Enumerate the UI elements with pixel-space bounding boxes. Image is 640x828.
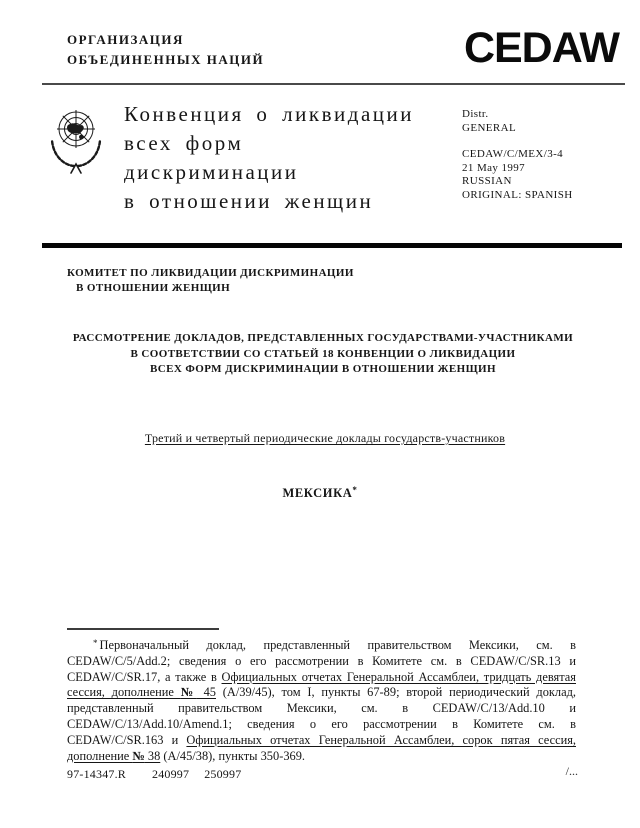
distr-label: Distr. bbox=[462, 108, 489, 120]
footer-document-number: 97-14347.R bbox=[67, 767, 126, 781]
footnote-body: Первоначальный доклад, представленный правительством Мексики, см. в CEDAW/C/5/Add.2; сведения о его рассмотрении в Комитете см. в CEDAW/C/SR.13 и CEDAW/C/SR.17, а также в Официальных отчетах Генеральной Ассамблеи, тридцать девятая сессия, дополнение № 45 (A/39/45), том I, пункты 67-89; второй периодический доклад, представленный правительством Мексики, см. в CEDAW/C/13/Add.10 и CEDAW/C/13/Add.10/Amend.1; сведения о его рассмотрении в Комитете см. в CEDAW/C/SR.163 и Официальных отчетах Генеральной Ассамблеи, сорок пятая сессия, дополнение № 38 (A/45/38), пункты 350-369. bbox=[67, 638, 577, 763]
footnote-separator bbox=[67, 628, 219, 630]
cedaw-logo: CEDAW bbox=[463, 24, 619, 72]
title-line: всех форм bbox=[124, 131, 244, 155]
un-emblem-icon bbox=[44, 102, 108, 176]
document-symbol: CEDAW/C/MEX/3-4 bbox=[462, 148, 564, 160]
report-type-subtitle bbox=[0, 431, 640, 446]
header-divider bbox=[42, 83, 625, 85]
document-title bbox=[124, 100, 454, 216]
consideration-line: РАССМОТРЕНИЕ ДОКЛАДОВ, ПРЕДСТАВЛЕННЫХ ГОСУДАРСТВАМИ-УЧАСТНИКАМИ bbox=[72, 332, 574, 344]
document-date: 21 May 1997 bbox=[462, 161, 526, 174]
org-name-line1: ОРГАНИЗАЦИЯ bbox=[67, 32, 184, 47]
footnote-text bbox=[67, 636, 576, 764]
distr-type: GENERAL bbox=[462, 121, 517, 134]
distr-gap bbox=[462, 135, 632, 148]
committee-heading bbox=[67, 266, 354, 296]
document-language: RUSSIAN bbox=[462, 175, 512, 187]
footer-continuation-mark: /... bbox=[565, 764, 578, 778]
committee-line1: КОМИТЕТ ПО ЛИКВИДАЦИИ ДИСКРИМИНАЦИИ bbox=[67, 267, 354, 279]
org-name-line2: ОБЪЕДИНЕННЫХ НАЦИЙ bbox=[67, 52, 265, 67]
title-line: Конвенция о ликвидации bbox=[124, 102, 414, 126]
consideration-heading bbox=[60, 331, 586, 378]
consideration-line: ВСЕХ ФОРМ ДИСКРИМИНАЦИИ В ОТНОШЕНИИ ЖЕНЩИН bbox=[150, 363, 496, 375]
footnote-marker: * bbox=[93, 638, 98, 648]
title-line: дискриминации bbox=[124, 160, 299, 184]
country-footnote-marker: * bbox=[352, 485, 358, 495]
un-org-name bbox=[67, 30, 264, 70]
footer-code1: 240997 bbox=[152, 767, 190, 781]
distribution-block bbox=[462, 108, 632, 202]
footer-references bbox=[67, 767, 241, 782]
footer-code2: 250997 bbox=[204, 767, 242, 781]
masthead-divider bbox=[42, 243, 622, 248]
document-original-language: ORIGINAL: SPANISH bbox=[462, 188, 573, 201]
country-name: МЕКСИКА bbox=[282, 486, 353, 500]
report-type-text: Третий и четвертый периодические доклады государств-участников bbox=[144, 431, 506, 445]
committee-line2: В ОТНОШЕНИИ ЖЕНЩИН bbox=[76, 282, 231, 294]
title-line: в отношении женщин bbox=[124, 189, 374, 213]
consideration-line: В СООТВЕТСТВИИ СО СТАТЬЕЙ 18 КОНВЕНЦИИ О ЛИКВИДАЦИИ bbox=[130, 347, 516, 360]
country-title bbox=[0, 485, 640, 501]
